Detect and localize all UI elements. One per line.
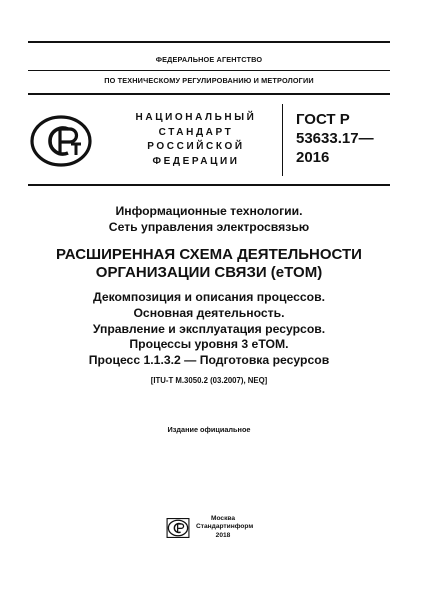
- standard-line: СТАНДАРТ: [158, 126, 234, 138]
- gost-r-logo-icon: [30, 114, 92, 168]
- subtitle-line: Сеть управления электросвязью: [108, 220, 310, 234]
- vertical-divider: [282, 104, 283, 176]
- document-detail-title: [28, 290, 390, 369]
- reference-text: [ITU-T M.3050.2 (03.2007), NEQ]: [150, 376, 268, 385]
- agency-divider: [28, 70, 390, 71]
- gost-r-logo-small-icon: [166, 518, 190, 538]
- main-title-line: ОРГАНИЗАЦИИ СВЯЗИ (eTOM): [95, 264, 323, 281]
- detail-line: Процессы уровня 3 eTOM.: [129, 337, 289, 352]
- subtitle-line: Информационные технологии.: [115, 204, 303, 218]
- publisher-city: Москва: [210, 515, 236, 522]
- itu-reference: [28, 376, 390, 386]
- standard-line: НАЦИОНАЛЬНЫЙ: [135, 112, 257, 123]
- detail-line: Основная деятельность.: [133, 305, 285, 320]
- document-subtitle: [28, 203, 390, 235]
- header-bottom-rule: [28, 93, 390, 95]
- main-title-line: РАСШИРЕННАЯ СХЕМА ДЕЯТЕЛЬНОСТИ: [56, 246, 362, 263]
- detail-line: Декомпозиция и описания процессов.: [93, 290, 325, 304]
- standard-line: ФЕДЕРАЦИИ: [152, 155, 240, 167]
- publisher-name: Стандартинформ: [196, 523, 254, 531]
- edition-text: Издание официальное: [167, 425, 251, 434]
- agency-line-2: ПО ТЕХНИЧЕСКОМУ РЕГУЛИРОВАНИЮ И МЕТРОЛОГИИ: [104, 76, 314, 85]
- edition-label: [28, 425, 390, 435]
- gost-line: 2016: [296, 149, 330, 166]
- standard-bottom-rule: [28, 184, 390, 186]
- gost-line: ГОСТ Р: [296, 111, 350, 128]
- document-main-title: [28, 246, 390, 282]
- publisher-year: 2018: [215, 531, 231, 539]
- national-standard-label: [132, 111, 260, 169]
- publisher-info: [196, 515, 254, 540]
- gost-number: [296, 110, 374, 167]
- gost-line: 53633.17—: [296, 130, 374, 147]
- top-rule: [28, 41, 390, 43]
- detail-line: Процесс 1.1.3.2 — Подготовка ресурсов: [88, 353, 330, 368]
- standard-line: РОССИЙСКОЙ: [147, 141, 245, 152]
- agency-line-1: ФЕДЕРАЛЬНОЕ АГЕНТСТВО: [155, 55, 263, 64]
- detail-line: Управление и эксплуатация ресурсов.: [92, 321, 326, 336]
